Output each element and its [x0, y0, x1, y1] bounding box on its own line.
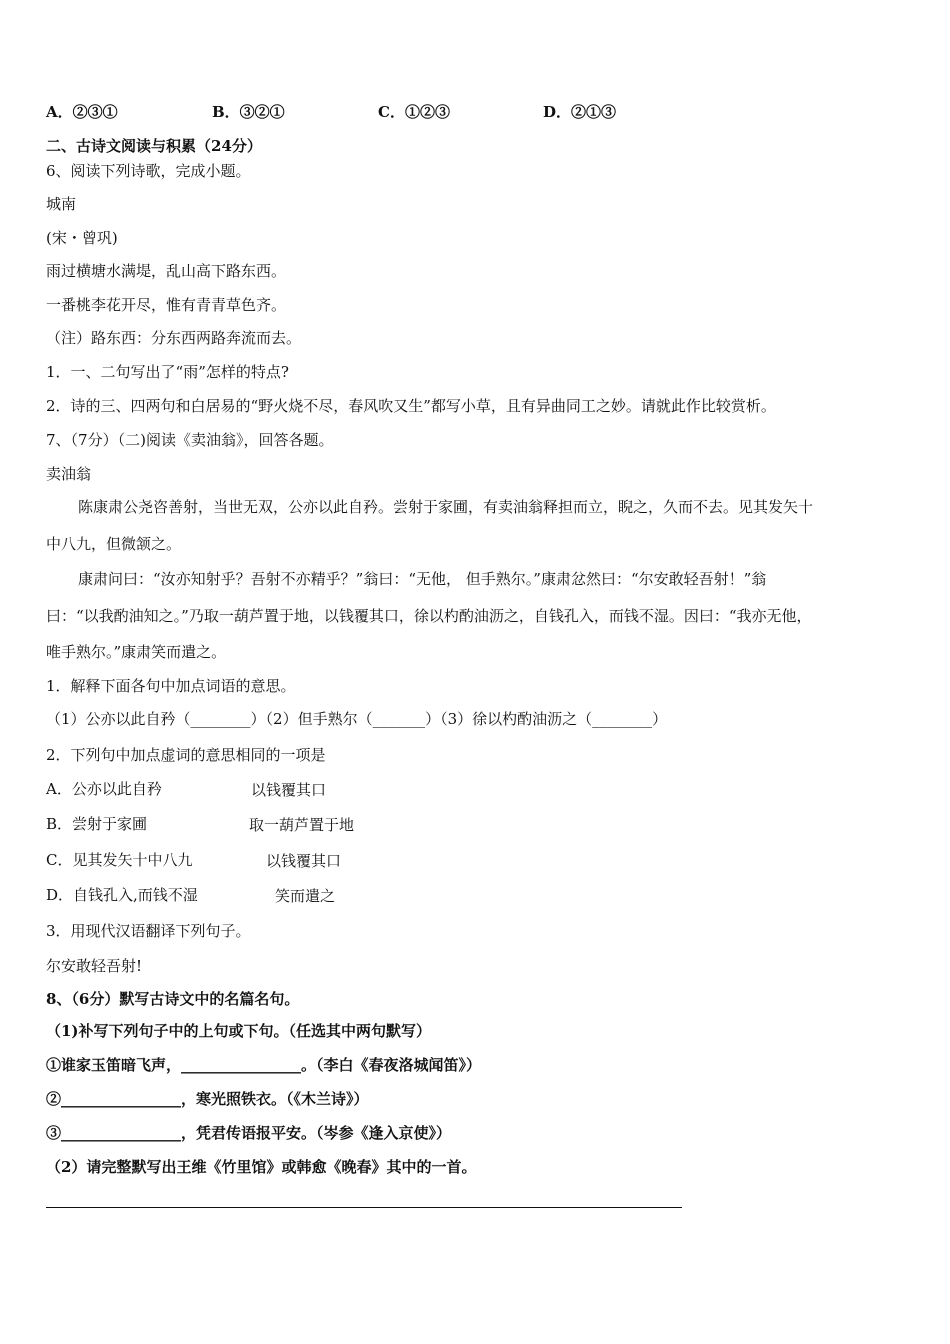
q7-sub3: 3．用现代汉语翻译下列句子。	[46, 922, 251, 940]
passage-title: 卖油翁	[46, 465, 92, 483]
q8-item2: ②________________，寒光照铁衣。（《木兰诗》）	[46, 1090, 369, 1108]
choice-c-right: 以钱覆其口	[266, 852, 342, 870]
q7-sub1-blanks: （1）公亦以此自矜（________）（2）但手熟尔（_______）（3）徐以杓酌油沥之（________）	[46, 710, 668, 728]
choice-a-left: A．公亦以此自矜	[46, 780, 162, 798]
passage-para2-line1: 康肃问曰：“汝亦知射乎？吾射不亦精乎？”翁曰：“无他， 但手熟尔。”康肃忿然曰：“尔安敢轻吾射！”翁	[78, 570, 767, 588]
answer-line[interactable]	[46, 1207, 682, 1208]
q7-prompt: 7、（7分）（二)阅读《卖油翁》，回答各题。	[46, 431, 334, 449]
poem-line-2: 一番桃李花开尽，惟有青青草色齐。	[46, 296, 287, 314]
q6-prompt: 6、阅读下列诗歌，完成小题。	[46, 162, 251, 180]
q6-sub2: 2．诗的三、四两句和白居易的“野火烧不尽，春风吹又生”都写小草，且有异曲同工之妙。请就此作比较赏析。	[46, 397, 776, 415]
q8-part1: （1)补写下列句子中的上句或下句。（任选其中两句默写）	[46, 1022, 432, 1040]
passage-para1-line1: 陈康肃公尧咨善射，当世无双，公亦以此自矜。尝射于家圃，有卖油翁释担而立，睨之，久而不去。见其发矢十	[78, 498, 814, 516]
option-b: B．③②①	[212, 103, 285, 121]
q8-part2: （2）请完整默写出王维《竹里馆》或韩愈《晚春》其中的一首。	[46, 1158, 477, 1176]
q8-item3: ③________________，凭君传语报平安。（岑参《逢入京使》）	[46, 1124, 452, 1142]
option-d: D．②①③	[543, 103, 617, 121]
choice-d-right: 笑而遣之	[275, 887, 336, 905]
poem-author: (宋・曾巩)	[46, 229, 118, 247]
q8-prompt: 8、（6分）默写古诗文中的名篇名句。	[46, 990, 300, 1008]
choice-b-left: B．尝射于家圃	[46, 815, 148, 833]
q7-sub1: 1．解释下面各句中加点词语的意思。	[46, 677, 296, 695]
q8-item1: ①谁家玉笛暗飞声，________________。（李白《春夜洛城闻笛》）	[46, 1056, 482, 1074]
choice-a-right: 以钱覆其口	[251, 781, 327, 799]
option-a: A．②③①	[46, 103, 118, 121]
passage-para1-line2: 中八九，但微颔之。	[46, 535, 182, 553]
choice-b-right: 取一葫芦置于地	[249, 816, 355, 834]
passage-para2-line2: 曰：“以我酌油知之。”乃取一葫芦置于地，以钱覆其口，徐以杓酌油沥之，自钱孔入，而钱不湿。因曰：“我亦无他，	[46, 607, 812, 625]
poem-title: 城南	[46, 195, 77, 213]
poem-line-1: 雨过横塘水满堤，乱山高下路东西。	[46, 262, 287, 280]
poem-note: （注）路东西：分东西两路奔流而去。	[46, 329, 302, 347]
q7-sub3-sentence: 尔安敢轻吾射!	[46, 957, 143, 975]
choice-d-left: D．自钱孔入,而钱不湿	[46, 886, 198, 904]
option-c: C．①②③	[378, 103, 450, 121]
choice-c-left: C．见其发矢十中八九	[46, 851, 193, 869]
section-heading: 二、古诗文阅读与积累（24分）	[46, 137, 262, 155]
q7-sub2: 2．下列句中加点虚词的意思相同的一项是	[46, 746, 326, 764]
passage-para2-line3: 唯手熟尔。”康肃笑而遣之。	[46, 643, 227, 661]
q6-sub1: 1．一、二句写出了“雨”怎样的特点?	[46, 363, 289, 381]
